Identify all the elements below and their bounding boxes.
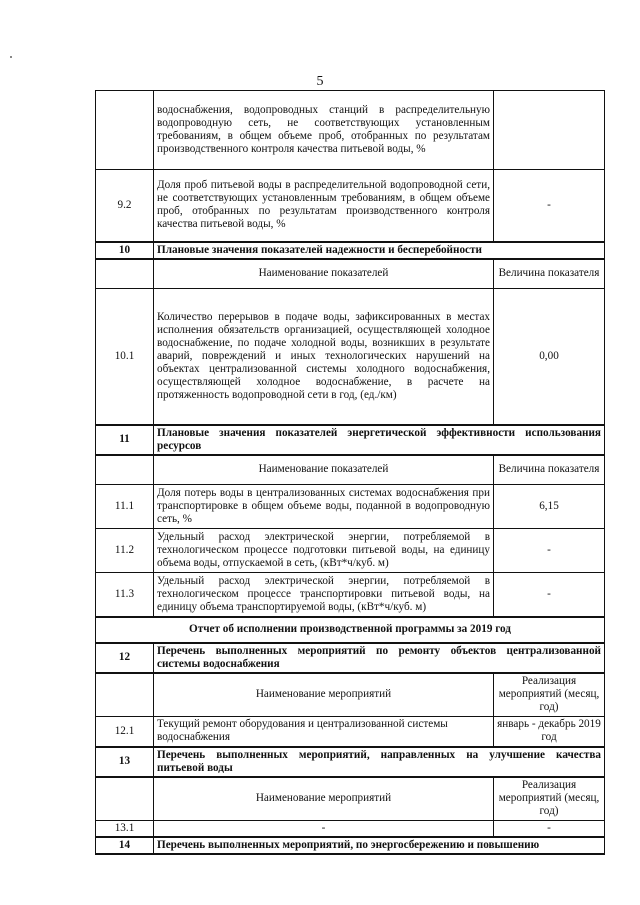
column-header-value: Реализация мероприятий (месяц, год) xyxy=(494,673,605,717)
section-row xyxy=(96,837,605,854)
section-title: Плановые значения показателей энергетической эффективности использования ресурсов xyxy=(154,425,605,455)
section-number: 12 xyxy=(96,643,154,673)
column-header-name: Наименование показателей xyxy=(154,455,494,485)
section-title: Плановые значения показателей надежности и бесперебойности xyxy=(154,242,605,259)
row-number xyxy=(96,91,154,170)
column-header-name: Наименование мероприятий xyxy=(154,673,494,717)
measure-name: Текущий ремонт оборудования и централизованной системы водоснабжения xyxy=(154,717,494,747)
program-table xyxy=(95,90,605,855)
indicator-value: 6,15 xyxy=(494,485,605,529)
row-number xyxy=(96,455,154,485)
measure-name: - xyxy=(154,821,494,838)
table-row xyxy=(96,821,605,838)
measure-period: январь - декабрь 2019 год xyxy=(494,717,605,747)
section-row xyxy=(96,643,605,673)
section-number: 14 xyxy=(96,837,154,854)
page-number: 5 xyxy=(316,74,324,89)
row-number: 11.2 xyxy=(96,529,154,573)
indicator-name: Доля проб питьевой воды в распределительной водопроводной сети, не соответствующих установленным требованиям, в общем объеме проб, отобранных по результатам производственного контроля качества питьевой воды, % xyxy=(154,170,494,242)
column-header-name: Наименование мероприятий xyxy=(154,777,494,821)
row-number: 9.2 xyxy=(96,170,154,242)
row-number xyxy=(96,777,154,821)
section-row xyxy=(96,242,605,259)
section-title: Перечень выполненных мероприятий, по энергосбережению и повышению xyxy=(154,837,605,854)
column-header-value: Величина показателя xyxy=(494,259,605,289)
column-header-value: Реализация мероприятий (месяц, год) xyxy=(494,777,605,821)
section-title: Перечень выполненных мероприятий, направленных на улучшение качества питьевой воды xyxy=(154,747,605,777)
table-row xyxy=(96,485,605,529)
section-number: 13 xyxy=(96,747,154,777)
indicator-value: - xyxy=(494,170,605,242)
indicator-name: Удельный расход электрической энергии, потребляемой в технологическом процессе подготовки питьевой воды, на единицу объема воды, отпускаемой в сеть, (кВт*ч/куб. м) xyxy=(154,529,494,573)
table-row xyxy=(96,529,605,573)
scan-mark xyxy=(10,56,12,58)
header-row xyxy=(96,673,605,717)
header-row xyxy=(96,777,605,821)
section-row xyxy=(96,747,605,777)
row-number: 12.1 xyxy=(96,717,154,747)
row-number: 11.1 xyxy=(96,485,154,529)
row-number xyxy=(96,673,154,717)
report-title: Отчет об исполнении производственной программы за 2019 год xyxy=(96,617,605,643)
section-row xyxy=(96,425,605,455)
table-row xyxy=(96,91,605,170)
row-number: 10.1 xyxy=(96,289,154,425)
column-header-name: Наименование показателей xyxy=(154,259,494,289)
table-row xyxy=(96,170,605,242)
section-title: Перечень выполненных мероприятий по ремонту объектов централизованной системы водоснабжения xyxy=(154,643,605,673)
table-row xyxy=(96,573,605,617)
indicator-name: водоснабжения, водопроводных станций в распределительную водопроводную сеть, не соответствующих установленным требованиям, в общем объеме проб, отобранных по результатам производственного контроля качества питьевой воды, % xyxy=(154,91,494,170)
row-number: 13.1 xyxy=(96,821,154,838)
header-row xyxy=(96,455,605,485)
measure-period: - xyxy=(494,821,605,838)
indicator-name: Удельный расход электрической энергии, потребляемой в технологическом процессе транспортировки питьевой воды, на единицу объема транспортируемой воды, (кВт*ч/куб. м) xyxy=(154,573,494,617)
header-row xyxy=(96,259,605,289)
indicator-name: Количество перерывов в подаче воды, зафиксированных в местах исполнения обязательств организацией, осуществляющей холодное водоснабжение, по подаче холодной воды, возникших в результате аварий, повреждений и иных технологических нарушений на объектах централизованной системы холодного водоснабжения, осуществляющей холодное водоснабжение, в расчете на протяженность водопроводной сети в год, (ед./км) xyxy=(154,289,494,425)
indicator-value: - xyxy=(494,573,605,617)
indicator-value xyxy=(494,91,605,170)
section-number: 11 xyxy=(96,425,154,455)
indicator-value: - xyxy=(494,529,605,573)
table-row xyxy=(96,289,605,425)
indicator-name: Доля потерь воды в централизованных системах водоснабжения при транспортировке в общем объеме воды, поданной в водопроводную сеть, % xyxy=(154,485,494,529)
row-number: 11.3 xyxy=(96,573,154,617)
section-number: 10 xyxy=(96,242,154,259)
column-header-value: Величина показателя xyxy=(494,455,605,485)
table-row xyxy=(96,717,605,747)
indicator-value: 0,00 xyxy=(494,289,605,425)
report-title-row xyxy=(96,617,605,643)
row-number xyxy=(96,259,154,289)
